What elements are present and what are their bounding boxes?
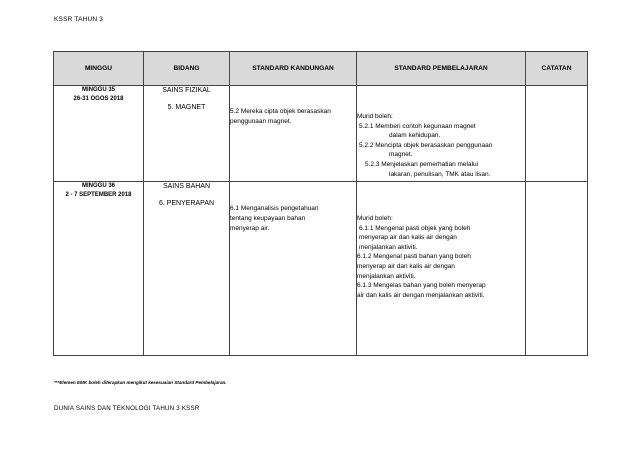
topic-label: 6. PENYERAPAN [158, 200, 215, 207]
table-header-row [54, 52, 588, 86]
learning-standard-line: menyerap air dan kalis air dengan [357, 262, 455, 270]
field-label: SAINS FIZIKAL [162, 87, 211, 94]
learning-standard-line: 6.1.2 Mengenal pasti bahan yang boleh [357, 253, 471, 261]
week-cell [54, 86, 144, 182]
content-standard-line: tentang keupayaan bahan [230, 215, 306, 222]
learning-standard-line: 6.1.1 Mengenal pasti objek yang boleh [359, 224, 471, 232]
learning-standard-line: air dan kalis air dengan menjalankan aktiviti. [357, 291, 485, 299]
content-standard-line: 5.2 Mereka cipta objek berasaskan [230, 108, 331, 115]
page-header: KSSR TAHUN 3 [54, 16, 104, 23]
field-cell [144, 86, 230, 182]
learning-standard-line: lakaran, penulisan, TMK atau lisan. [389, 170, 491, 178]
learning-standard-line: dalam kehidupan. [389, 132, 441, 140]
column-header-bidang: BIDANG [144, 52, 230, 86]
topic-label: 5. MAGNET [167, 104, 206, 111]
week-date: 26-31 OGOS 2018 [73, 95, 124, 102]
table-row [54, 182, 588, 356]
learning-standard-cell [357, 86, 526, 182]
week-cell [54, 182, 144, 356]
content-standard-line: 6.1 Menganalisis pengetahuan [230, 205, 319, 212]
table-row [54, 86, 588, 182]
field-label: SAINS BAHAN [162, 183, 211, 190]
learning-standard-cell [357, 182, 526, 356]
content-standard-cell [230, 86, 357, 182]
content-standard-cell [230, 182, 357, 356]
week-label: MINGGU 36 [81, 183, 115, 189]
learning-standard-line: 5.2.1 Memberi contoh kegunaan magnet [359, 122, 476, 130]
content-standard-line: menyerap air. [230, 225, 270, 232]
week-date: 2 - 7 SEPTEMBER 2018 [65, 191, 132, 198]
learning-standard-line: magnet. [389, 151, 413, 159]
page-footer: DUNIA SAINS DAN TEKNOLOGI TAHUN 3 KSSR [54, 405, 200, 412]
column-header-minggu: MINGGU [54, 52, 144, 86]
learning-standard-line: Murid boleh: [357, 113, 393, 120]
column-header-standard-pembelajaran: STANDARD PEMBELAJARAN [357, 52, 526, 86]
column-header-standard-kandungan: STANDARD KANDUNGAN [230, 52, 357, 86]
column-header-catatan: CATATAN [526, 52, 588, 86]
lesson-plan-table [53, 51, 588, 356]
footer-note: ***Elemen EMK boleh diterapkan mengikut kesesuaian Standard Pembelajaran. [54, 380, 227, 385]
learning-standard-line: 5.2.2 Mencipta objek berasaskan penggunaan [359, 141, 493, 149]
learning-standard-line: 5.2.3 Menjelaskan pemerhatian melalui [365, 160, 479, 168]
learning-standard-line: Murid boleh: [357, 215, 393, 222]
notes-cell [526, 86, 588, 182]
learning-standard-line: menjalankan aktiviti. [359, 243, 418, 251]
content-standard-line: penggunaan magnet. [230, 118, 292, 125]
week-label: MINGGU 35 [81, 87, 115, 93]
notes-cell [526, 182, 588, 356]
learning-standard-line: menyerap air dan kalis air dengan [359, 234, 457, 242]
learning-standard-line: menjalankan aktiviti. [357, 272, 416, 280]
learning-standard-line: 6.1.3 Mengelas bahan yang boleh menyerap [357, 282, 486, 290]
field-cell [144, 182, 230, 356]
